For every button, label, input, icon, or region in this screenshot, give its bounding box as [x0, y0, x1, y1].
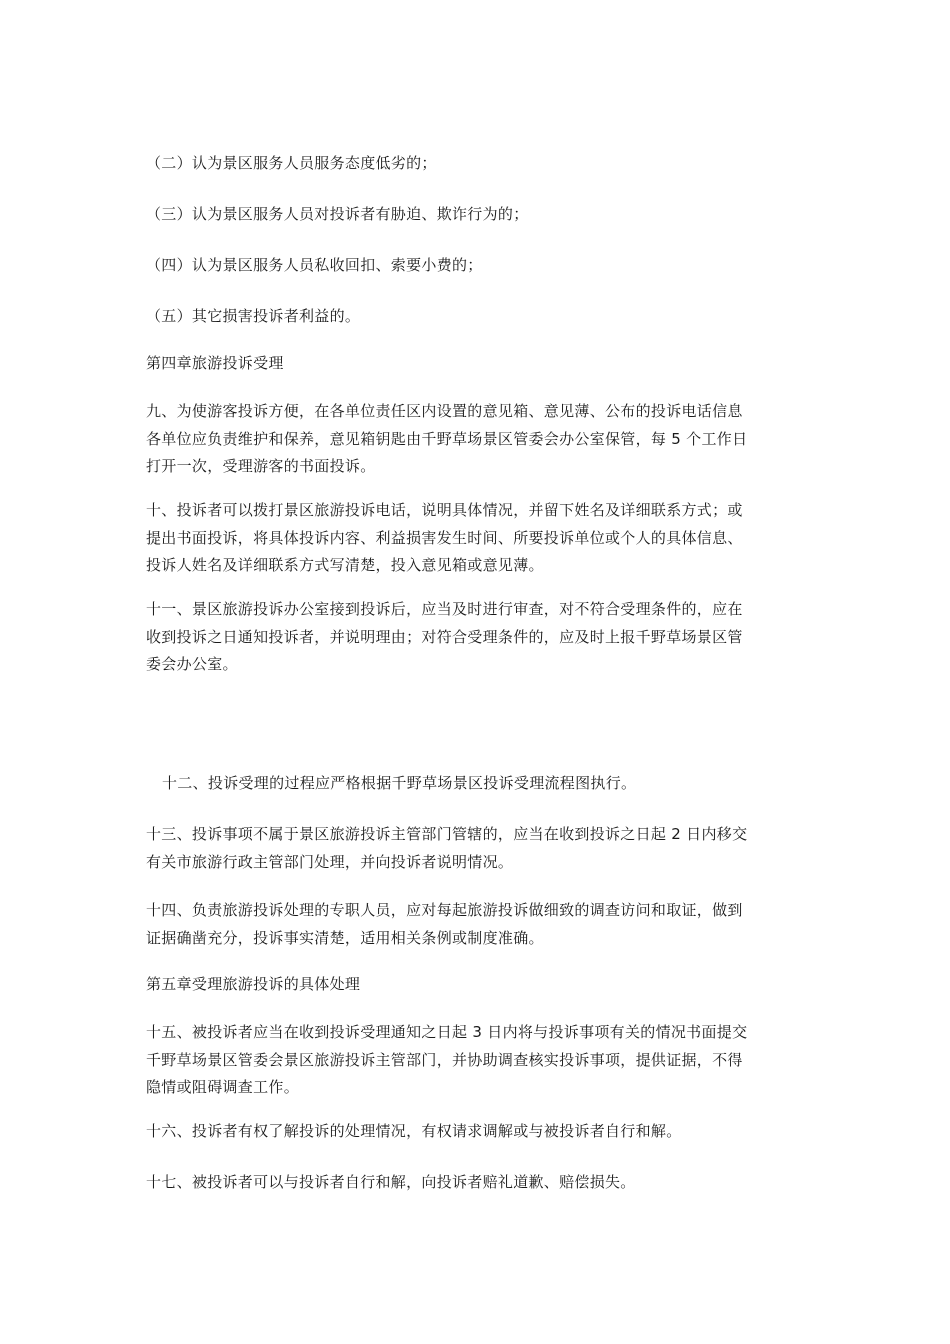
article-14	[146, 897, 810, 952]
article-10-line: 提出书面投诉，将具体投诉内容、利益损害发生时间、所要投诉单位或个人的具体信息、	[146, 528, 743, 547]
article-13-line: 十三、投诉事项不属于景区旅游投诉主管部门管辖的，应当在收到投诉之日起 2 日内移交	[146, 825, 748, 843]
article-11-line: 委会办公室。	[146, 655, 238, 673]
article-11	[146, 596, 810, 679]
article-11-line: 十一、景区旅游投诉办公室接到投诉后，应当及时进行审查，对不符合受理条件的，应在	[146, 600, 743, 618]
article-9-line: 打开一次，受理游客的书面投诉。	[146, 457, 376, 475]
article-15-line: 隐情或阻碍调查工作。	[146, 1078, 300, 1096]
article-10-line: 十、投诉者可以拨打景区旅游投诉电话，说明具体情况，并留下姓名及详细联系方式；或	[146, 501, 743, 519]
article-15	[146, 1019, 810, 1102]
article-12: 十二、投诉受理的过程应严格根据千野草场景区投诉受理流程图执行。	[162, 774, 637, 792]
article-11-line: 收到投诉之日通知投诉者，并说明理由；对符合受理条件的，应及时上报千野草场景区管	[146, 627, 743, 646]
chapter-4-title: 第四章旅游投诉受理	[146, 354, 284, 372]
chapter-5-title: 第五章受理旅游投诉的具体处理	[146, 975, 361, 993]
article-9-line: 九、为使游客投诉方便，在各单位责任区内设置的意见箱、意见薄、公布的投诉电话信息	[146, 402, 743, 420]
article-14-line: 十四、负责旅游投诉处理的专职人员，应对每起旅游投诉做细致的调查访问和取证，做到	[146, 901, 743, 919]
item-5: （五）其它损害投诉者利益的。	[146, 307, 361, 325]
article-14-line: 证据确凿充分，投诉事实清楚，适用相关条例或制度准确。	[146, 928, 544, 947]
article-17: 十七、被投诉者可以与投诉者自行和解，向投诉者赔礼道歉、赔偿损失。	[146, 1173, 636, 1191]
article-13-line: 有关市旅游行政主管部门处理，并向投诉者说明情况。	[146, 852, 514, 871]
article-13	[146, 821, 810, 876]
item-3: （三）认为景区服务人员对投诉者有胁迫、欺诈行为的；	[146, 205, 529, 223]
article-10-line: 投诉人姓名及详细联系方式写清楚，投入意见箱或意见薄。	[146, 556, 544, 574]
item-4: （四）认为景区服务人员私收回扣、索要小费的；	[146, 256, 483, 274]
article-16: 十六、投诉者有权了解投诉的处理情况，有权请求调解或与被投诉者自行和解。	[146, 1122, 682, 1140]
item-2: （二）认为景区服务人员服务态度低劣的；	[146, 154, 437, 172]
article-15-line: 千野草场景区管委会景区旅游投诉主管部门，并协助调查核实投诉事项，提供证据，不得	[146, 1050, 743, 1069]
article-9-line: 各单位应负责维护和保养，意见箱钥匙由千野草场景区管委会办公室保管，每 5 个工作日	[146, 429, 748, 448]
article-15-line: 十五、被投诉者应当在收到投诉受理通知之日起 3 日内将与投诉事项有关的情况书面提交	[146, 1023, 748, 1041]
article-9	[146, 398, 810, 481]
article-10	[146, 497, 810, 580]
